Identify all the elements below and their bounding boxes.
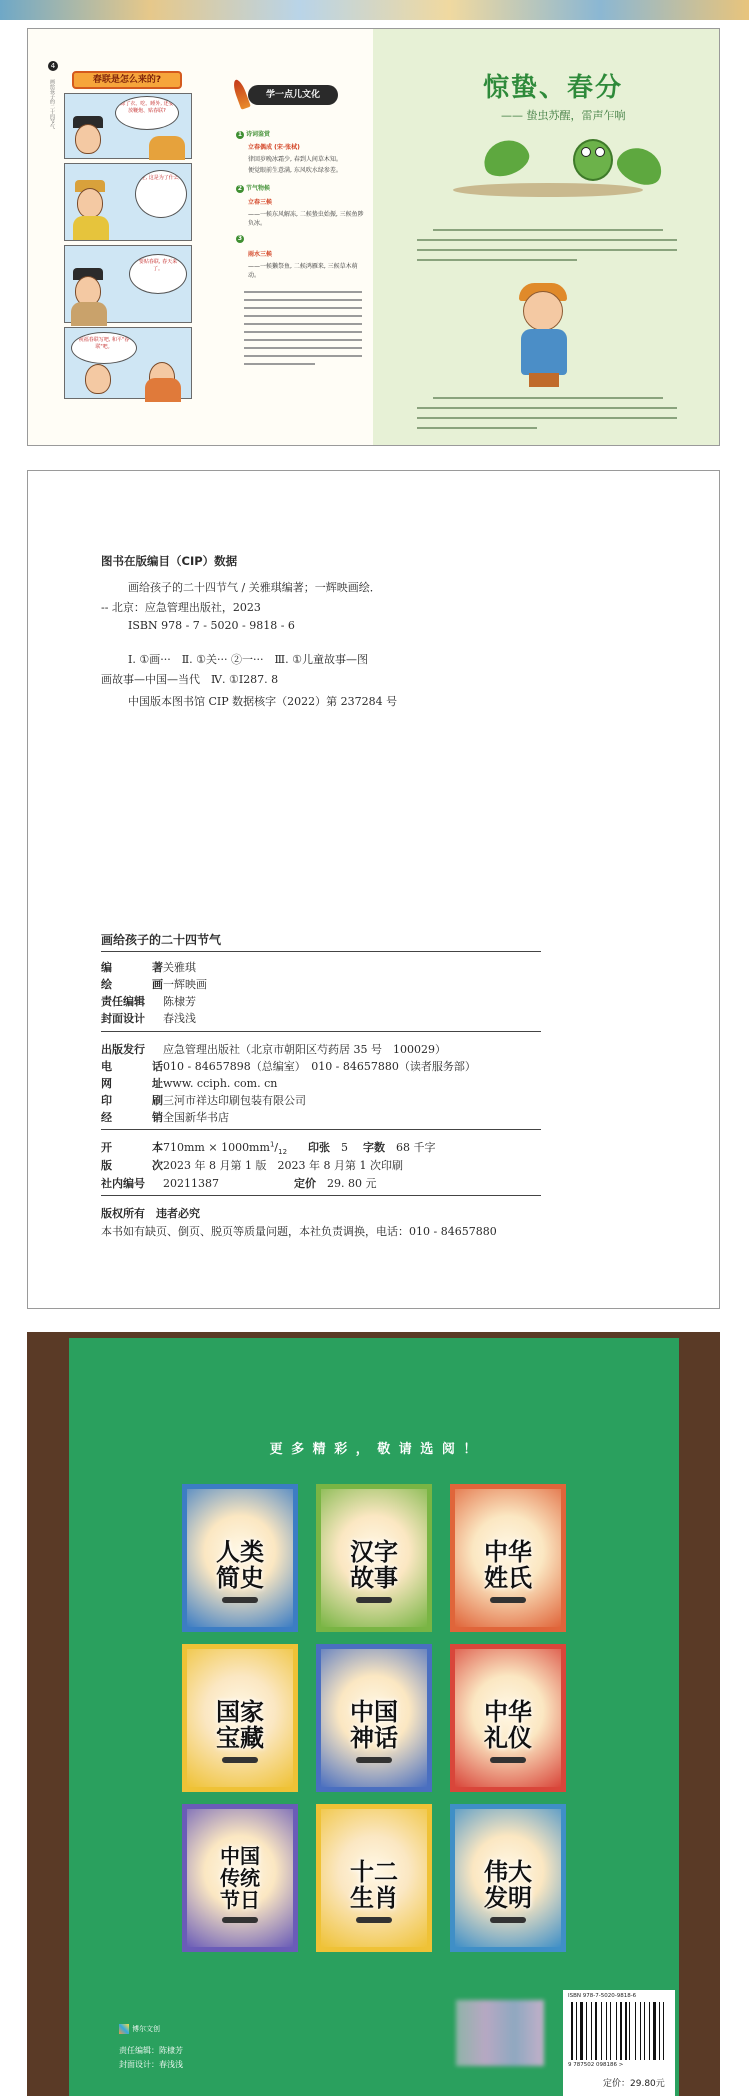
barcode-stripe (580, 2002, 583, 2060)
book-title: 画给孩子的二十四节气 (101, 933, 222, 947)
divider (101, 1195, 541, 1196)
barcode-stripe (616, 2002, 617, 2060)
text-line (433, 229, 663, 231)
ground-illustration (453, 183, 643, 197)
barcode-stripe (640, 2002, 641, 2060)
barcode-stripe (606, 2002, 607, 2060)
book-title: 伟大 发明 (484, 1857, 532, 1912)
barcode-stripe (642, 2002, 643, 2060)
back-credits: 责任编辑：陈棣芳 封面设计：春浅浅 (119, 2046, 183, 2069)
comic-panel-4 (64, 327, 192, 399)
publish-row: 印 刷三河市祥达印刷包装有限公司 (101, 1094, 306, 1107)
spec-row-code: 社内编号 20211387 定价 29. 80 元 (101, 1177, 377, 1190)
book-cover-national-treasures (182, 1644, 298, 1792)
boy-legs (529, 373, 559, 387)
book-title: 汉字 故事 (350, 1537, 398, 1592)
cip-line: ISBN 978 - 7 - 5020 - 9818 - 6 (128, 619, 295, 632)
section-heading-3: 3 (237, 235, 243, 242)
cip-line: -- 北京：应急管理出版社，2023 (101, 601, 261, 614)
spec-row-format: 开 本$710mm \times 1000mm^1/_{12}$ 印张 5 字数 68 千字 (101, 1140, 436, 1157)
learn-culture-badge: 学一点儿文化 (248, 85, 338, 105)
barcode-stripe (623, 2002, 624, 2060)
leaf-illustration (479, 134, 534, 182)
barcode-label (563, 1990, 675, 2096)
barcode-stripe (591, 2002, 592, 2060)
barcode-stripe (646, 2002, 648, 2060)
section-heading-2: 2 节气物候 (237, 185, 271, 192)
book-title: 中国 传统 节日 (220, 1844, 260, 1912)
book-badge (222, 1597, 258, 1603)
book-title: 十二 生肖 (350, 1857, 398, 1912)
barcode-stripe (578, 2002, 580, 2060)
section-line: 便觉眼前生意满, 东风吹水绿参差。 (248, 167, 342, 174)
barcode-stripe (571, 2002, 573, 2060)
text-line (417, 417, 677, 419)
section-tag-1: 立春偶成 (宋·张栻) (248, 144, 300, 151)
section-tag-2: 立春三候 (248, 199, 273, 206)
barcode-stripe (586, 2002, 587, 2060)
cip-heading: 图书在版编目（CIP）数据 (101, 554, 238, 568)
barcode-stripe (574, 2002, 575, 2060)
book-badge (356, 1757, 392, 1763)
cip-line: 画故事—中国—当代 Ⅳ. ①I287. 8 (101, 673, 279, 686)
book-cover-chinese-myths (316, 1644, 432, 1792)
character-robe (73, 216, 109, 240)
book-cover-human-history (182, 1484, 298, 1632)
book-badge (490, 1917, 526, 1923)
book-title: 人类 简史 (216, 1537, 264, 1592)
blurred-qr-code (456, 2000, 544, 2066)
right-page (373, 29, 720, 445)
barcode-stripe (603, 2002, 605, 2060)
body-text-block (244, 291, 362, 371)
speech-bubble: 要贴春联, 春天来了。 (129, 254, 187, 294)
barcode-number: 9 787502 098186 > (568, 2062, 624, 2068)
text-line (417, 427, 537, 429)
left-page (28, 29, 373, 445)
isbn-text: ISBN 978-7-5020-9818-6 (568, 1993, 637, 1999)
chapter-title: 惊蛰、春分 (483, 73, 624, 103)
character-robe (145, 378, 181, 402)
book-badge (222, 1917, 258, 1923)
speech-bubble: 哇, 这是为了什么? (135, 170, 187, 218)
credit-row: 责任编辑 陈棣芳 (101, 995, 196, 1008)
boy-illustration (523, 291, 563, 331)
barcode-stripe (598, 2002, 600, 2060)
section-tag-3: 雨水三候 (248, 251, 273, 258)
cip-line: 中国版本图书馆 CIP 数据核字（2022）第 237284 号 (128, 695, 398, 708)
barcode-stripe (625, 2002, 627, 2060)
rights-notice: 版权所有 违者必究 (101, 1207, 200, 1220)
barcode-stripe (665, 2002, 667, 2060)
character-face (75, 124, 101, 154)
publish-row: 电 话010 - 84657898（总编室） 010 - 84657880（读者服务部） (101, 1060, 476, 1073)
book-badge (222, 1757, 258, 1763)
publisher-logo: 博尔文创 (119, 2024, 160, 2034)
divider (101, 1129, 541, 1130)
book-badge (356, 1597, 392, 1603)
book-badge (490, 1757, 526, 1763)
divider (101, 951, 541, 952)
comic-panel-1 (64, 93, 192, 159)
barcode-stripe (612, 2002, 615, 2060)
text-line (417, 249, 677, 251)
barcode-stripe (657, 2002, 658, 2060)
barcode (571, 2002, 667, 2060)
barcode-stripe (593, 2002, 594, 2060)
book-cover-zodiac (316, 1804, 432, 1952)
book-cover-traditional-festivals (182, 1804, 298, 1952)
barcode-stripe (631, 2002, 634, 2060)
text-line (417, 407, 677, 409)
barcode-stripe (601, 2002, 602, 2060)
barcode-stripe (653, 2002, 656, 2060)
boy-body (521, 329, 567, 375)
barcode-stripe (659, 2002, 661, 2060)
book-badge (356, 1917, 392, 1923)
back-cover (69, 1338, 679, 2096)
divider (101, 1031, 541, 1032)
publisher-logo-icon (119, 2024, 129, 2034)
barcode-stripe (608, 2002, 609, 2060)
book-title: 国家 宝藏 (216, 1697, 264, 1752)
credit-row: 封面设计 春浅浅 (101, 1012, 196, 1025)
leaf-illustration (612, 141, 668, 191)
barcode-stripe (584, 2002, 585, 2060)
section-line: ——一候獭祭鱼, 二候鸿雁来, 三候草木萌动。 (248, 263, 358, 279)
barcode-stripe (588, 2002, 590, 2060)
barcode-stripe (635, 2002, 636, 2060)
publish-row: 经 销全国新华书店 (101, 1111, 229, 1124)
comic-panel-2 (64, 163, 192, 241)
barcode-stripe (644, 2002, 646, 2060)
credit-row: 编 著关雅琪 (101, 961, 196, 974)
quality-notice: 本书如有缺页、倒页、脱页等质量问题，本社负责调换，电话：010 - 84657880 (101, 1225, 497, 1238)
speech-bubble: 祝福春联写吧, 和平"春联"吧。 (71, 332, 137, 364)
book-title: 中华 礼仪 (484, 1697, 532, 1752)
barcode-stripe (629, 2002, 630, 2060)
publish-row: 网 址www. cciph. com. cn (101, 1077, 278, 1090)
barcode-stripe (576, 2002, 577, 2060)
barcode-stripe (663, 2002, 664, 2060)
barcode-stripe (610, 2002, 612, 2060)
spec-row-edition: 版 次2023 年 8 月第 1 版 2023 年 8 月第 1 次印刷 (101, 1159, 403, 1172)
insect-illustration (573, 139, 613, 181)
chapter-subtitle: —— 蛰虫苏醒，雷声乍响 (501, 109, 626, 122)
book-title: 中国 神话 (350, 1697, 398, 1752)
barcode-stripe (618, 2002, 619, 2060)
book-cover-chinese-etiquette (450, 1644, 566, 1792)
book-cover-hanzi-stories (316, 1484, 432, 1632)
decorative-banner-strip (0, 0, 749, 20)
publish-row: 出版发行 应急管理出版社（北京市朝阳区芍药居 35 号 100029） (101, 1043, 446, 1056)
running-head: 画给孩子的二十四节气 (49, 79, 55, 129)
barcode-stripe (661, 2002, 662, 2060)
barcode-stripe (651, 2002, 652, 2060)
character-face (77, 188, 103, 218)
cip-line: Ⅰ. ①画··· Ⅱ. ①关··· ②一··· Ⅲ. ①儿童故事—图 (128, 653, 368, 666)
text-line (433, 397, 663, 399)
more-books-heading: 更 多 精 彩 ， 敬 请 选 阅 ！ (269, 1442, 479, 1457)
price-label: 定价：29.80元 (603, 2079, 665, 2089)
book-title: 中华 姓氏 (484, 1537, 532, 1592)
book-cover-great-inventions (450, 1804, 566, 1952)
barcode-stripe (637, 2002, 639, 2060)
barcode-stripe (628, 2002, 629, 2060)
comic-title: 春联是怎么来的? (72, 71, 182, 89)
book-badge (490, 1597, 526, 1603)
section-line: 律回岁晚冰霜少, 春到人间草木知。 (248, 156, 342, 163)
barcode-stripe (620, 2002, 622, 2060)
barcode-stripe (595, 2002, 598, 2060)
cip-line: 画给孩子的二十四节气 / 关雅琪编著；一辉映画绘． (128, 581, 381, 594)
book-spread-preview (27, 28, 720, 446)
credit-row: 绘 画一辉映画 (101, 978, 207, 991)
character-robe (71, 302, 107, 326)
section-heading-1: 1 诗词鉴赏 (237, 131, 271, 138)
book-cover-chinese-surnames (450, 1484, 566, 1632)
back-cover-photo (27, 1332, 720, 2096)
comic-panel-3 (64, 245, 192, 323)
page-number: 4 (48, 61, 58, 71)
text-line (417, 239, 677, 241)
text-line (417, 259, 577, 261)
section-line: ——一候东风解冻, 二候蛰虫始振, 三候鱼陟负冰。 (248, 211, 364, 227)
barcode-stripe (649, 2002, 650, 2060)
speech-bubble: 除了衣、吃、睡外, 还要放鞭炮、贴春联? (115, 96, 179, 130)
copyright-page (27, 470, 720, 1309)
character-face (85, 364, 111, 394)
character-robe (149, 136, 185, 160)
